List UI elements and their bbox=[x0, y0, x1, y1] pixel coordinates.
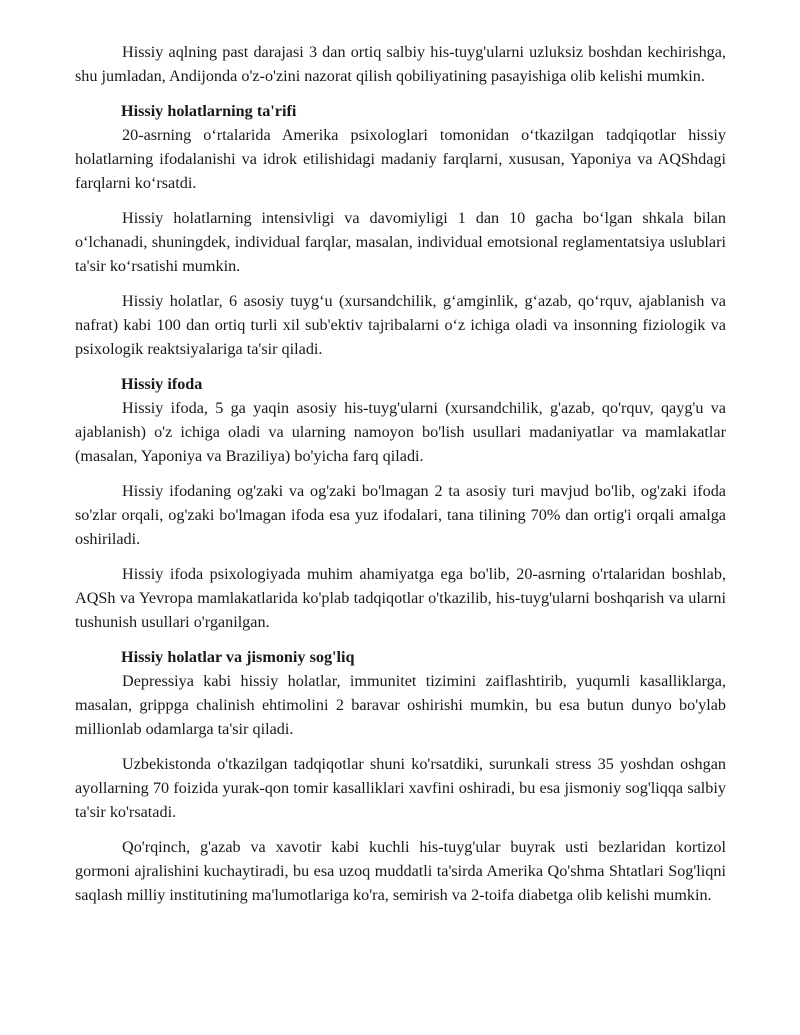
section-heading-physical-health: Hissiy holatlar va jismoniy sog'liq bbox=[121, 648, 355, 666]
paragraph: Hissiy ifoda psixologiyada muhim ahamiyatga ega bo'lib, 20-asrning o'rtalaridan boshlab, AQSh va Yevropa mamlakatlarida ko'plab tadqiqotlar o'tkazilib, his-tuyg'ularni boshqarish va ularni tushunish usullari o'rganilgan. bbox=[75, 565, 726, 631]
paragraph: 20-asrning o‘rtalarida Amerika psixologlari tomonidan o‘tkazilgan tadqiqotlar hissiy holatlarning ifodalanishi va idrok etilishidagi madaniy farqlarni, xususan, Yaponiya va AQShdagi farqlarni ko‘rsatdi. bbox=[75, 126, 726, 192]
section-heading-definition: Hissiy holatlarning ta'rifi bbox=[121, 102, 297, 120]
paragraph: Qo'rqinch, g'azab va xavotir kabi kuchli his-tuyg'ular buyrak usti bezlaridan kortizol gormoni ajralishini kuchaytiradi, bu esa uzoq muddatli ta'sirda Amerika Qo'shma Shtatlari Sog'liqni saqlash milliy institutining ma'lumotlariga ko'ra, semirish va 2-toifa diabetga olib kelishi mumkin. bbox=[75, 838, 726, 904]
section-heading-expression: Hissiy ifoda bbox=[121, 375, 203, 393]
paragraph: Depressiya kabi hissiy holatlar, immunitet tizimini zaiflashtirib, yuqumli kasalliklarga, masalan, grippga chalinish ehtimolini 2 baravar oshirishi mumkin, bu esa butun dunyo bo'ylab millionlab odamlarga ta'sir qiladi. bbox=[75, 672, 726, 738]
paragraph: Hissiy ifoda, 5 ga yaqin asosiy his-tuyg'ularni (xursandchilik, g'azab, qo'rquv, qayg'u va ajablanish) o'z ichiga oladi va ularning namoyon bo'lish usullari madaniyatlar va mamlakatlar (masalan, Yaponiya va Braziliya) bo'yicha farq qiladi. bbox=[75, 399, 726, 465]
intro-paragraph: Hissiy aqlning past darajasi 3 dan ortiq salbiy his-tuyg'ularni uzluksiz boshdan kechirishga, shu jumladan, Andijonda o'z-o'zini nazorat qilish qobiliyatining pasayishiga olib kelishi mumkin. bbox=[75, 43, 726, 85]
paragraph: Hissiy ifodaning og'zaki va og'zaki bo'lmagan 2 ta asosiy turi mavjud bo'lib, og'zaki ifoda so'zlar orqali, og'zaki bo'lmagan ifoda esa yuz ifodalari, tana tilining 70% dan ortig'i orqali amalga oshiriladi. bbox=[75, 482, 726, 548]
paragraph: Hissiy holatlarning intensivligi va davomiyligi 1 dan 10 gacha bo‘lgan shkala bilan o‘lchanadi, shuningdek, individual farqlar, masalan, individual emotsional reglamentatsiya uslublari ta'sir ko‘rsatishi mumkin. bbox=[75, 209, 726, 275]
paragraph: Hissiy holatlar, 6 asosiy tuyg‘u (xursandchilik, g‘amginlik, g‘azab, qo‘rquv, ajablanish va nafrat) kabi 100 dan ortiq turli xil sub'ektiv tajribalarni o‘z ichiga oladi va insonning fiziologik va psixologik reaktsiyalariga ta'sir qiladi. bbox=[75, 292, 726, 358]
document-page bbox=[75, 40, 726, 907]
paragraph: Uzbekistonda o'tkazilgan tadqiqotlar shuni ko'rsatdiki, surunkali stress 35 yoshdan oshgan ayollarning 70 foizida yurak-qon tomir kasalliklari xavfini oshiradi, bu esa jismoniy sog'liqqa salbiy ta'sir ko'rsatadi. bbox=[75, 755, 726, 821]
